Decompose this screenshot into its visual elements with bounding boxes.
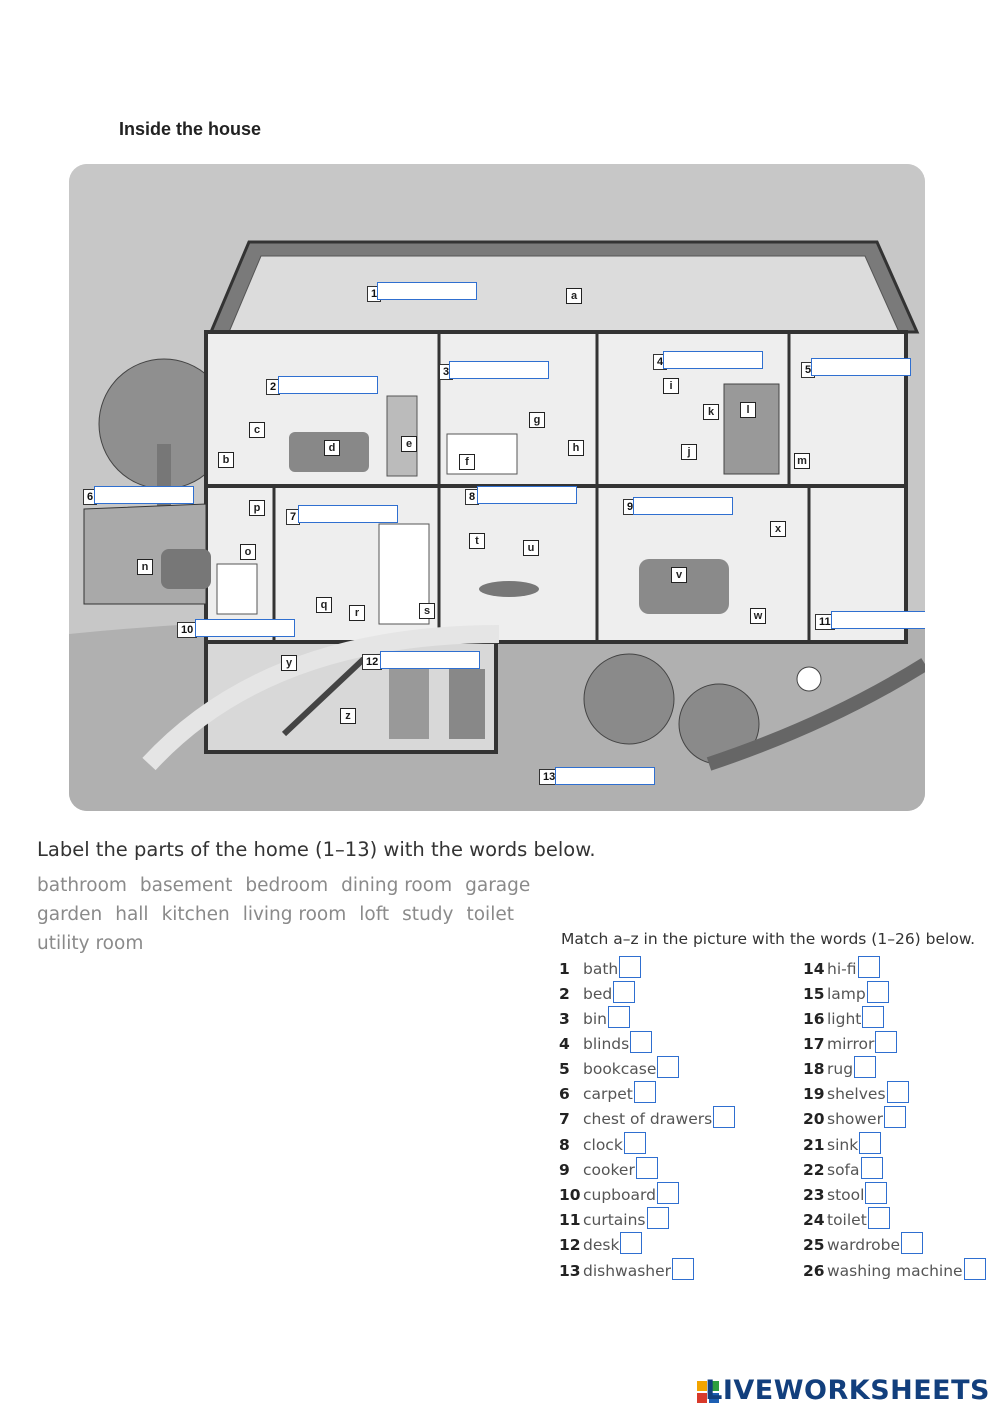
room-2-answer-input[interactable] <box>278 376 378 394</box>
house-picture <box>69 164 925 811</box>
word-bank-item: kitchen <box>161 904 230 925</box>
word-bank-item: bathroom <box>37 875 127 896</box>
room-number: 6 <box>83 489 97 505</box>
picture-letter: o <box>240 544 256 560</box>
list-item: 15 lamp <box>803 985 889 1009</box>
room-10-answer-input[interactable] <box>195 619 295 637</box>
picture-letter: a <box>566 288 582 304</box>
picture-letter: x <box>770 521 786 537</box>
list-item: 26 washing machine <box>803 1262 986 1286</box>
list-item: 1 bath <box>559 960 641 984</box>
list-item: 5 bookcase <box>559 1060 679 1084</box>
list-item: 10 cupboard <box>559 1186 679 1210</box>
list-item: 23 stool <box>803 1186 887 1210</box>
word-bank-item: garden <box>37 904 103 925</box>
answer-box[interactable] <box>868 1207 890 1229</box>
list-item: 19 shelves <box>803 1085 909 1109</box>
room-number: 4 <box>653 354 667 370</box>
list-item: 2 bed <box>559 985 635 1009</box>
list-item: 8 clock <box>559 1136 646 1160</box>
picture-letter: g <box>529 412 545 428</box>
task1-instruction: Label the parts of the home (1–13) with the words below. <box>37 838 596 861</box>
room-number: 5 <box>801 362 815 378</box>
word-bank-item: loft <box>359 904 390 925</box>
answer-box[interactable] <box>884 1106 906 1128</box>
word-bank-item: toilet <box>466 904 514 925</box>
word-bank-item: dining room <box>341 875 453 896</box>
room-11-answer-input[interactable] <box>831 611 925 629</box>
picture-letter: v <box>671 567 687 583</box>
answer-box[interactable] <box>865 1182 887 1204</box>
picture-letter: j <box>681 444 697 460</box>
room-number: 10 <box>177 622 197 638</box>
word-bank-item: study <box>402 904 454 925</box>
picture-letter: i <box>663 378 679 394</box>
picture-letter: f <box>459 454 475 470</box>
room-number: 1 <box>367 286 381 302</box>
answer-box[interactable] <box>713 1106 735 1128</box>
list-item: 3 bin <box>559 1010 630 1034</box>
room-number: 8 <box>465 489 479 505</box>
picture-letter: w <box>750 608 766 624</box>
answer-box[interactable] <box>630 1031 652 1053</box>
answer-box[interactable] <box>636 1157 658 1179</box>
list-item: 24 toilet <box>803 1211 890 1235</box>
picture-letter: u <box>523 540 539 556</box>
list-item: 13 dishwasher <box>559 1262 694 1286</box>
room-number: 3 <box>439 364 453 380</box>
list-item: 9 cooker <box>559 1161 658 1185</box>
word-bank-item: bedroom <box>245 875 329 896</box>
picture-letter: r <box>349 605 365 621</box>
list-item: 12 desk <box>559 1236 642 1260</box>
picture-letter: p <box>249 500 265 516</box>
picture-letter: n <box>137 559 153 575</box>
answer-box[interactable] <box>657 1182 679 1204</box>
picture-letter: d <box>324 440 340 456</box>
picture-letter: m <box>794 453 810 469</box>
room-number: 12 <box>362 654 382 670</box>
list-item: 20 shower <box>803 1110 906 1134</box>
word-bank-item: hall <box>115 904 149 925</box>
list-item: 22 sofa <box>803 1161 883 1185</box>
list-item: 21 sink <box>803 1136 881 1160</box>
answer-box[interactable] <box>862 1006 884 1028</box>
picture-letter: z <box>340 708 356 724</box>
list-item: 17 mirror <box>803 1035 897 1059</box>
answer-box[interactable] <box>859 1132 881 1154</box>
room-13-answer-input[interactable] <box>555 767 655 785</box>
list-item: 11 curtains <box>559 1211 669 1235</box>
room-number: 13 <box>539 769 559 785</box>
list-item: 18 rug <box>803 1060 876 1084</box>
list-item: 7 chest of drawers <box>559 1110 735 1134</box>
list-item: 14 hi-fi <box>803 960 880 984</box>
room-5-answer-input[interactable] <box>811 358 911 376</box>
word-bank-item: basement <box>139 875 233 896</box>
room-number: 2 <box>266 379 280 395</box>
task2-instruction: Match a–z in the picture with the words (1–26) below. <box>561 930 975 948</box>
room-7-answer-input[interactable] <box>298 505 398 523</box>
answer-box[interactable] <box>867 981 889 1003</box>
list-item: 16 light <box>803 1010 884 1034</box>
brand-wordmark[interactable]: LIVEWORKSHEETS <box>705 1375 990 1406</box>
answer-box[interactable] <box>875 1031 897 1053</box>
answer-box[interactable] <box>901 1232 923 1254</box>
room-12-answer-input[interactable] <box>380 651 480 669</box>
picture-letter: q <box>316 597 332 613</box>
answer-box[interactable] <box>964 1258 986 1280</box>
answer-box[interactable] <box>657 1056 679 1078</box>
word-bank-item: utility room <box>37 933 144 954</box>
picture-letter: k <box>703 404 719 420</box>
answer-box[interactable] <box>613 981 635 1003</box>
answer-box[interactable] <box>634 1081 656 1103</box>
room-number: 11 <box>815 614 835 630</box>
word-bank <box>37 871 562 958</box>
room-number: 7 <box>286 509 300 525</box>
room-4-answer-input[interactable] <box>663 351 763 369</box>
list-item: 4 blinds <box>559 1035 652 1059</box>
answer-box[interactable] <box>619 956 641 978</box>
picture-letter: h <box>568 440 584 456</box>
picture-letter: s <box>419 603 435 619</box>
picture-letter: e <box>401 436 417 452</box>
room-number: 9 <box>623 499 637 515</box>
list-item: 6 carpet <box>559 1085 656 1109</box>
page-title: Inside the house <box>119 119 262 139</box>
picture-letter: l <box>740 402 756 418</box>
answer-box[interactable] <box>887 1081 909 1103</box>
answer-box[interactable] <box>672 1258 694 1280</box>
picture-letter: c <box>249 422 265 438</box>
picture-letter: y <box>281 655 297 671</box>
answer-box[interactable] <box>647 1207 669 1229</box>
room-3-answer-input[interactable] <box>449 361 549 379</box>
answer-box[interactable] <box>624 1132 646 1154</box>
room-1-answer-input[interactable] <box>377 282 477 300</box>
room-8-answer-input[interactable] <box>477 486 577 504</box>
answer-box[interactable] <box>854 1056 876 1078</box>
word-bank-item: living room <box>242 904 347 925</box>
picture-letter: b <box>218 452 234 468</box>
answer-box[interactable] <box>608 1006 630 1028</box>
word-bank-item: garage <box>465 875 531 896</box>
picture-letter: t <box>469 533 485 549</box>
answer-box[interactable] <box>861 1157 883 1179</box>
list-item: 25 wardrobe <box>803 1236 923 1260</box>
room-9-answer-input[interactable] <box>633 497 733 515</box>
room-6-answer-input[interactable] <box>94 486 194 504</box>
answer-box[interactable] <box>620 1232 642 1254</box>
answer-box[interactable] <box>858 956 880 978</box>
